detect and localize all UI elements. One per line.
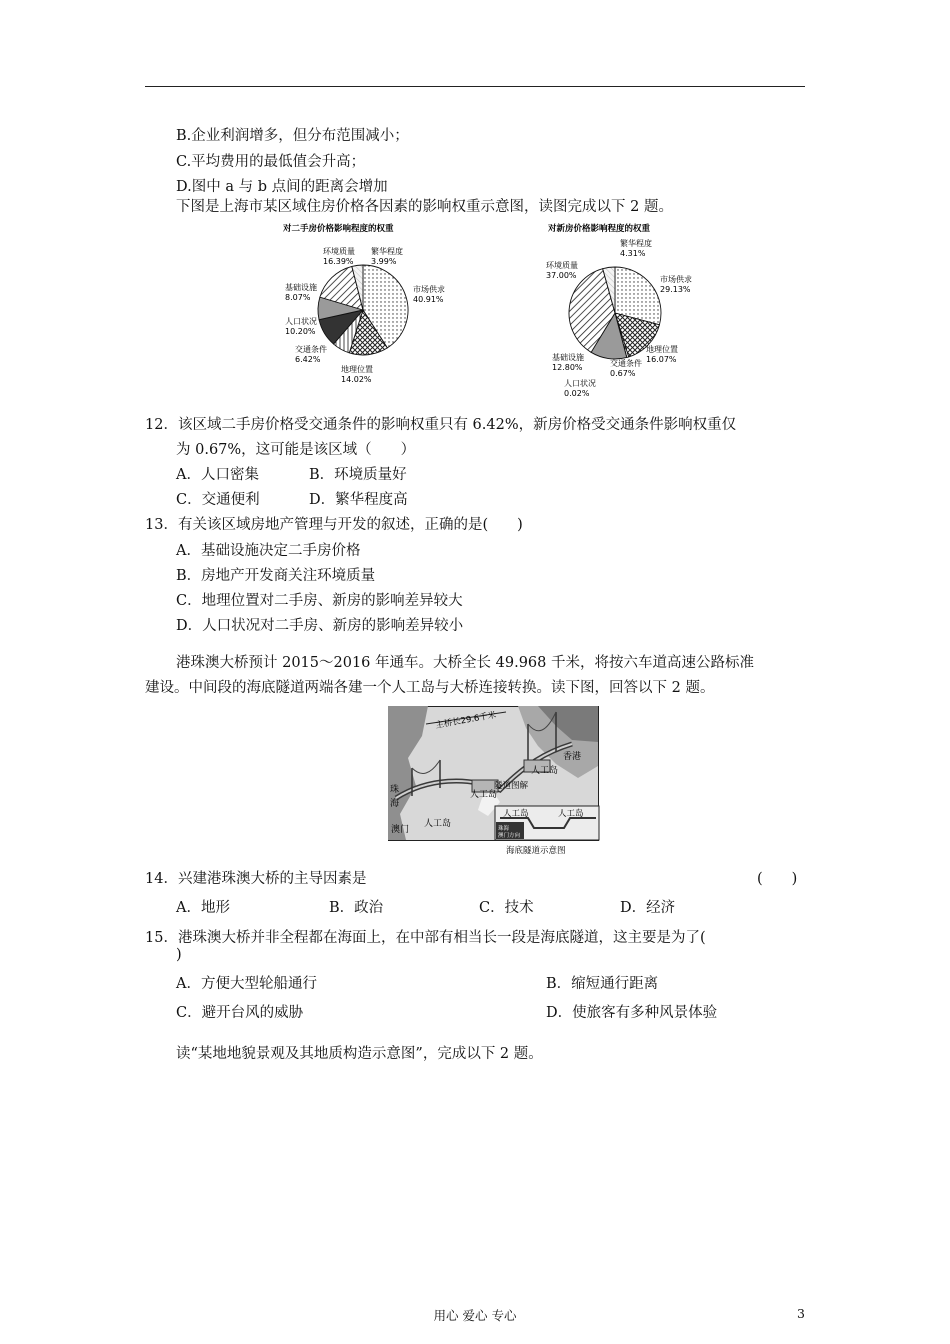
pie1-label-value-2: 6.42% bbox=[295, 355, 321, 364]
pie2-label-value-2: 0.67% bbox=[610, 369, 636, 378]
q12-option-d: D．繁华程度高 bbox=[309, 492, 408, 508]
map-label-zhuhai-1: 珠 bbox=[390, 785, 400, 795]
pie-chart-new-house bbox=[540, 220, 720, 405]
map-label-hongkong: 香港 bbox=[563, 752, 582, 762]
pie2-label-value-1: 16.07% bbox=[646, 355, 677, 364]
q15-stem-line1: 15．港珠澳大桥并非全程都在海面上，在中部有相当长一段是海底隧道，这主要是为了( bbox=[145, 930, 706, 946]
option-d-prev: D.图中 a 与 b 点间的距离会增加 bbox=[176, 179, 388, 195]
map-caption: 海底隧道示意图 bbox=[506, 846, 566, 856]
intro-housing: 下图是上海市某区域住房价格各因素的影响权重示意图，读图完成以下 2 题。 bbox=[176, 199, 673, 215]
q14-option-d: D．经济 bbox=[620, 900, 676, 916]
pie1-label-value-5: 16.39% bbox=[323, 257, 354, 266]
pie2-label-name-2: 交通条件 bbox=[610, 359, 642, 368]
inset-label-island-right: 人工岛 bbox=[558, 809, 584, 819]
q12-option-c: C．交通便利 bbox=[176, 492, 260, 508]
pie2-label-name-5: 环境质量 bbox=[546, 261, 578, 270]
q13-option-d: D．人口状况对二手房、新房的影响差异较小 bbox=[176, 618, 464, 634]
pie2-label-name-1: 地理位置 bbox=[646, 345, 678, 354]
q13-stem: 13．有关该区域房地产管理与开发的叙述，正确的是( ) bbox=[145, 517, 523, 533]
q13-option-b: B．房地产开发商关注环境质量 bbox=[176, 568, 376, 584]
pie1-label-name-0: 市场供求 bbox=[413, 285, 445, 294]
bridge-map bbox=[388, 706, 602, 858]
q12-stem-line2: 为 0.67%，这可能是该区域（ ） bbox=[176, 442, 416, 458]
option-b-prev: B.企业利润增多，但分布范围减小； bbox=[176, 128, 409, 144]
pie1-label-name-1: 地理位置 bbox=[341, 365, 373, 374]
q12-option-a: A．人口密集 bbox=[176, 467, 259, 483]
map-label-macau: 澳门 bbox=[391, 825, 410, 835]
pie1-label-value-4: 8.07% bbox=[285, 293, 311, 302]
pie1-label-name-4: 基础设施 bbox=[285, 283, 317, 292]
pie1-title: 对二手房价格影响程度的权重 bbox=[283, 224, 394, 234]
pie1-slices bbox=[318, 265, 408, 355]
q14-option-b: B．政治 bbox=[329, 900, 384, 916]
q14-option-c: C．技术 bbox=[479, 900, 534, 916]
q13-option-c: C．地理位置对二手房、新房的影响差异较大 bbox=[176, 593, 463, 609]
map-label-island-1: 人工岛 bbox=[531, 766, 559, 776]
pie2-label-name-6: 繁华程度 bbox=[620, 239, 652, 248]
pie1-label-name-2: 交通条件 bbox=[295, 345, 327, 354]
pie1-label-name-3: 人口状况 bbox=[285, 317, 317, 326]
map-label-main-bridge: 主桥长29.6千米 bbox=[434, 710, 498, 731]
pie1-label-value-6: 3.99% bbox=[371, 257, 397, 266]
map-label-island-2: 人工岛 bbox=[470, 790, 498, 800]
intro-bridge-line1: 港珠澳大桥预计 2015～2016 年通车。大桥全长 49.968 千米，将按六车道高速公路标准 bbox=[176, 655, 754, 671]
pie-chart-second-hand bbox=[275, 220, 475, 390]
q12-stem-line1: 12．该区域二手房价格受交通条件的影响权重只有 6.42%，新房价格受交通条件影响权重仅 bbox=[145, 417, 737, 433]
inset-label-zhuhai: 珠海 bbox=[498, 826, 510, 832]
page-number: 3 bbox=[797, 1306, 805, 1321]
pie1-label-name-6: 繁华程度 bbox=[371, 247, 403, 256]
intro-landform: 读“某地地貌景观及其地质构造示意图”，完成以下 2 题。 bbox=[176, 1046, 543, 1062]
pie2-label-value-3: 0.02% bbox=[564, 389, 590, 398]
map-label-tunnel: 隧道图解 bbox=[494, 781, 529, 791]
pie2-label-name-4: 基础设施 bbox=[552, 353, 584, 362]
q15-option-d: D．使旅客有多种风景体验 bbox=[546, 1005, 718, 1021]
q15-option-a: A．方便大型轮船通行 bbox=[176, 976, 317, 992]
q14-bracket: ( ) bbox=[757, 871, 798, 887]
pie2-title: 对新房价格影响程度的权重 bbox=[548, 224, 651, 234]
q15-stem-line2: ) bbox=[176, 947, 182, 963]
pie1-label-value-3: 10.20% bbox=[285, 327, 316, 336]
q14-stem: 14．兴建港珠澳大桥的主导因素是 bbox=[145, 871, 367, 887]
map-label-island-3: 人工岛 bbox=[424, 819, 452, 829]
pie2-label-name-0: 市场供求 bbox=[660, 275, 692, 284]
intro-bridge-line2: 建设。中间段的海底隧道两端各建一个人工岛与大桥连接转换。读下图，回答以下 2 题。 bbox=[145, 680, 715, 696]
pie2-label-value-0: 29.13% bbox=[660, 285, 691, 294]
pie1-label-name-5: 环境质量 bbox=[323, 247, 355, 256]
q13-option-a: A．基础设施决定二手房价格 bbox=[176, 543, 361, 559]
q15-option-b: B．缩短通行距离 bbox=[546, 976, 659, 992]
pie2-label-value-5: 37.00% bbox=[546, 271, 577, 280]
pie1-label-value-1: 14.02% bbox=[341, 375, 372, 384]
pie2-label-value-6: 4.31% bbox=[620, 249, 646, 258]
header-rule bbox=[145, 86, 805, 87]
q12-option-b: B．环境质量好 bbox=[309, 467, 407, 483]
pie1-label-value-0: 40.91% bbox=[413, 295, 444, 304]
q14-option-a: A．地形 bbox=[176, 900, 230, 916]
pie2-label-name-3: 人口状况 bbox=[564, 379, 596, 388]
option-c-prev: C.平均费用的最低值会升高； bbox=[176, 154, 366, 170]
inset-label-macau-direction: 澳门方向 bbox=[498, 833, 521, 839]
pie2-label-value-4: 12.80% bbox=[552, 363, 583, 372]
q15-option-c: C．避开台风的威胁 bbox=[176, 1005, 304, 1021]
map-label-zhuhai-2: 海 bbox=[390, 799, 400, 809]
inset-label-island-left: 人工岛 bbox=[503, 809, 529, 819]
footer-text: 用心 爱心 专心 bbox=[433, 1308, 517, 1323]
